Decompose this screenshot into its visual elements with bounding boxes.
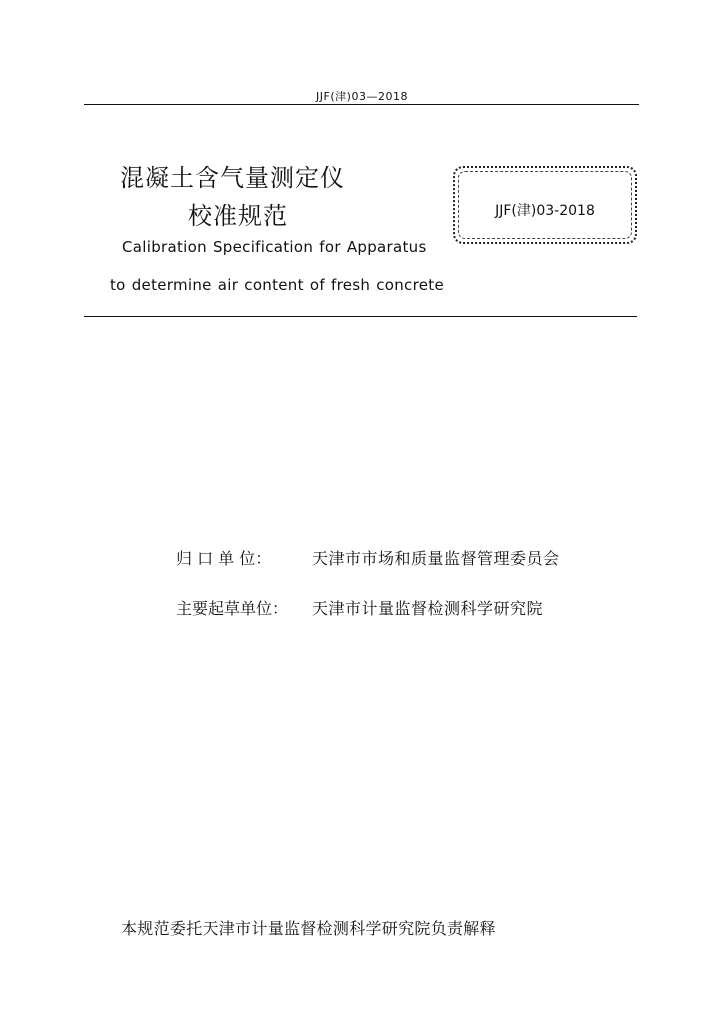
english-title-line-1: Calibration Specification for Apparatus xyxy=(122,238,427,256)
top-divider xyxy=(84,104,639,105)
authority-value: 天津市市场和质量监督管理委员会 xyxy=(312,549,560,568)
document-code-box xyxy=(453,166,637,244)
english-title-line-2: to determine air content of fresh concrete xyxy=(110,276,444,294)
interpretation-note: 本规范委托天津市计量监督检测科学研究院负责解释 xyxy=(121,919,496,938)
document-code-box-text: JJF(津)03-2018 xyxy=(495,203,595,219)
middle-divider xyxy=(84,316,637,317)
authority-label: 归 口 单 位： xyxy=(176,549,272,568)
document-title-line-1: 混凝土含气量测定仪 xyxy=(120,164,345,192)
drafter-row xyxy=(176,596,543,619)
authority-row xyxy=(176,546,560,569)
drafter-value: 天津市计量监督检测科学研究院 xyxy=(312,599,544,618)
document-title-line-2: 校准规范 xyxy=(188,202,288,230)
document-code-header: JJF(津)03—2018 xyxy=(316,90,408,103)
drafter-label: 主要起草单位： xyxy=(176,599,289,618)
